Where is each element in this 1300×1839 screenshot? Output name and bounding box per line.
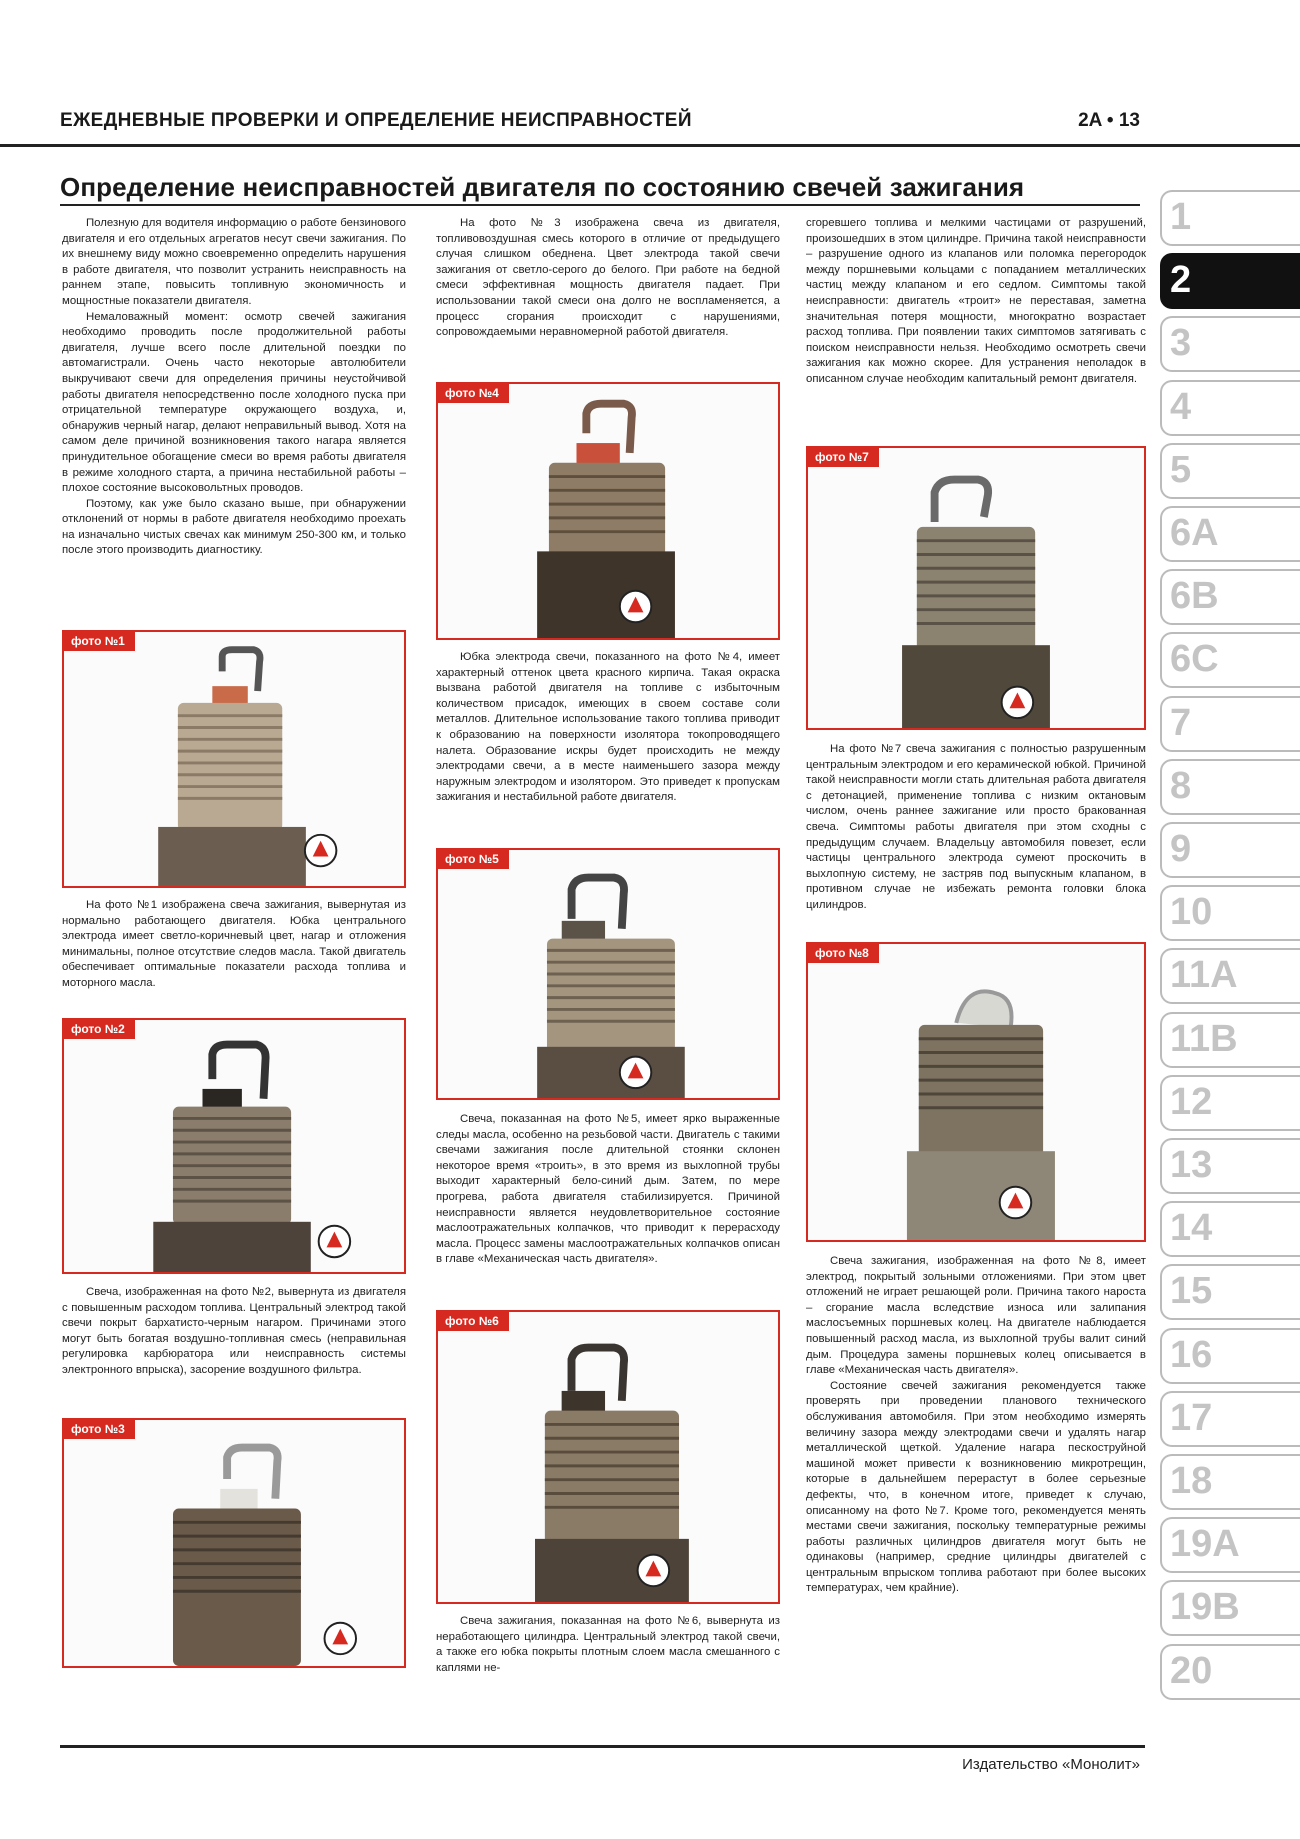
tab-chapter-14[interactable]: [1160, 1201, 1300, 1257]
tab-chapter-3[interactable]: [1160, 316, 1300, 372]
header-title: ЕЖЕДНЕВНЫЕ ПРОВЕРКИ И ОПРЕДЕЛЕНИЕ НЕИСПРАВНОСТЕЙ: [60, 110, 692, 131]
tab-chapter-8[interactable]: [1160, 759, 1300, 815]
header-divider: [0, 144, 1300, 147]
tab-chapter-11b[interactable]: [1160, 1012, 1300, 1068]
photo-label: фото №3: [64, 1420, 135, 1439]
paragraph: сгоревшего топлива и мелкими частицами от разрушений, произошедших в этом цилиндре. Причина такой неисправности – разрушение одного из клапанов или поломка перегородок между поршневыми кольцами с попаданием металлических частиц между клапаном и его седлом. Симптомы такой неисправности: двигатель «троит» не переставая, заметна значительная потеря мощности, многократно возрастает расход топлива. При появлении таких симптомов затягивать с поиском неисправности нельзя. Необходимо осмотреть свечи зажигания как можно скорее. Для устранения неполадок в описанном случае необходим капитальный ремонт двигателя.: [806, 217, 1146, 385]
tab-chapter-6c[interactable]: [1160, 632, 1300, 688]
photo-label: фото №6: [438, 1312, 509, 1331]
tab-chapter-16[interactable]: [1160, 1328, 1300, 1384]
caption-photo-4: [436, 650, 780, 806]
photo-1: [62, 630, 406, 888]
paragraph: На фото №1 изображена свеча зажигания, вывернутая из нормально работающего двигателя. Юбка центрального электрода имеет светло-коричневый цвет, нагар и отложения минимальны, полное отсутствие следов масла. Такой двигатель обеспечивает оптимальные показатели расхода топлива и моторного масла.: [62, 899, 406, 989]
tab-label: 6A: [1170, 512, 1219, 554]
tab-chapter-13[interactable]: [1160, 1138, 1300, 1194]
spark-plug-image: [438, 850, 778, 1098]
tab-chapter-20[interactable]: [1160, 1644, 1300, 1700]
tab-chapter-6a[interactable]: [1160, 506, 1300, 562]
paragraph: Немаловажный момент: осмотр свечей зажигания необходимо проводить после продолжительной работы двигателя, лучше всего после длительной поездки по автомагистрали. Очень часто некоторые автолюбители выкручивают свечи для определения причины неустойчивой работы двигателя непосредственно после холодного пуска при отрицательной температуре окружающего воздуха, и, обнаружив черный нагар, делают неправильный вывод. Хотя на самом деле причиной возникновения такого нагара является принудительное обогащение смеси во время работы двигателя в режиме холодного старта, а причина нестабильной работы – плохое состояние высоковольтных проводов.: [62, 310, 406, 495]
photo-label: фото №8: [808, 944, 879, 963]
tab-label: 14: [1170, 1207, 1213, 1250]
tab-label: 8: [1170, 764, 1192, 807]
tab-label: 4: [1170, 385, 1192, 428]
photo-3: [62, 1418, 406, 1668]
photo-2: [62, 1018, 406, 1274]
tab-label: 19A: [1170, 1523, 1240, 1566]
tab-chapter-10[interactable]: [1160, 885, 1300, 941]
paragraph: Юбка электрода свечи, показанного на фото №4, имеет характерный оттенок цвета красного кирпича. Такая окраска вызвана работой двигателя на топливе с избыточным количеством присадок, имеющих в своем составе соли металлов. Длительное использование такого топлива приводит к образованию на поверхности изолятора токопроводящего налета. Образование искры будет происходить не между электродами свечи, а в месте наименьшего зазора между наружным электродом и изолятором. Это приведет к пропускам зажигания и нестабильной работе двигателя.: [436, 651, 780, 804]
tab-label: 7: [1170, 701, 1192, 744]
paragraph: На фото №7 свеча зажигания с полностью разрушенным центральным электродом и его керамической юбкой. Причиной такой неисправности могли стать длительная работа двигателя с детонацией, применение топлива с низким октановым числом, очень раннее зажигание или просто бракованная свеча. Симптомы работы двигателя при этом сходны с предыдущим случаем. Владельцу автомобиля повезет, если частицы центрального электрода сумеют проскочить в выхлопную систему, не застряв под выпускным клапаном, в противном случае не избежать ремонта головки блока цилиндров.: [806, 743, 1146, 911]
caption-photo-6: [436, 1614, 780, 1676]
paragraph: Свеча зажигания, показанная на фото №6, вывернута из неработающего цилиндра. Центральный электрод такой свечи, а также его юбка покрыты плотным слоем масла смешанного с каплями не-: [436, 1615, 780, 1674]
tab-label: 9: [1170, 828, 1192, 870]
paragraph: Состояние свечей зажигания рекомендуется также проверять при проведении планового технического обслуживания автомобиля. При этом необходимо измерять величину зазора между электродами свечи и удалять нагар металлической щеткой. Удаление нагара пескоструйной машиной может привести к возникновению микротрещин, которые в дальнейшем перерастут в более серьезные дефекты, что, в конечном итоге, приведет к случаю, описанному на фото №7. Кроме того, рекомендуется менять местами свечи зажигания, поскольку температурные режимы работы различных цилиндров двигателя могут быть не одинаковы (например, средние цилиндры двигателей с центральным впрыском топлива работают при более высоких температурах, чем крайние).: [806, 1379, 1146, 1595]
tab-label: 20: [1170, 1649, 1213, 1692]
tab-label: 11A: [1170, 954, 1238, 997]
photo-label: фото №5: [438, 850, 509, 869]
paragraph: Свеча, показанная на фото №5, имеет ярко выраженные следы масла, особенно на резьбовой части. Двигатель с такими свечами зажигания после длительной стоянки склонен некоторое время «троить», в это время из выхлопной трубы выходит характерный бело-синий дым. Затем, по мере прогрева, работа двигателя стабилизируется. Причиной неисправности является неудовлетворительное состояние маслоотражательных колпачков, что приводит к перерасходу масла. Процесс замены маслоотражательных колпачков описан в главе «Механическая часть двигателя».: [436, 1113, 780, 1266]
paragraph: Поэтому, как уже было сказано выше, при обнаружении отклонений от нормы в работе двигателя необходимо проехать на изначально чистых свечах как минимум 250-300 км, и только после этого производить диагностику.: [62, 497, 406, 557]
column-2-intro: [436, 216, 780, 341]
photo-6: [436, 1310, 780, 1604]
section-divider: [60, 204, 1140, 206]
tab-label: 16: [1170, 1333, 1213, 1376]
caption-photo-7: [806, 742, 1146, 914]
tab-chapter-1[interactable]: [1160, 190, 1300, 246]
tab-chapter-7[interactable]: [1160, 696, 1300, 752]
photo-label: фото №1: [64, 632, 135, 651]
caption-photo-8: [806, 1254, 1146, 1597]
paragraph: Свеча, изображенная на фото №2, вывернута из двигателя с повышенным расходом топлива. Центральный электрод такой свечи покрыт бархатисто-черным нагаром. Причинами этого могут быть богатая воздушно-топливная смесь (неправильная регулировка карбюратора или неисправность системы электронного впрыска), засорение воздушного фильтра.: [62, 1286, 406, 1376]
column-3-intro: [806, 216, 1146, 388]
caption-photo-1: [62, 898, 406, 992]
tab-chapter-18[interactable]: [1160, 1454, 1300, 1510]
tab-chapter-9[interactable]: [1160, 822, 1300, 878]
paragraph: На фото №3 изображена свеча из двигателя, топливовоздушная смесь которого в отличие от предыдущего случая слишком обеднена. Цвет электрода такой свечи зажигания от светло-серого до белого. При работе на бедной смеси эффективная мощность двигателя падает. При использовании такой смеси она долго не воспламеняется, а процесс сгорания происходит с нарушениями, сопровождаемыми неравномерной работой двигателя.: [436, 217, 780, 339]
tab-label: 2: [1170, 259, 1192, 302]
paragraph: Полезную для водителя информацию о работе бензинового двигателя и его отдельных агрегатов несут свечи зажигания. По их внешнему виду можно своевременно определить нарушения в работе двигателя, что позволит устранить неисправность на раннем этапе, повысить топливную экономичность и мощностные показатели двигателя.: [62, 217, 406, 307]
spark-plug-image: [64, 1420, 404, 1666]
caption-photo-5: [436, 1112, 780, 1268]
publisher-name: Издательство «Монолит»: [962, 1756, 1140, 1773]
spark-plug-image: [64, 1020, 404, 1272]
caption-photo-2: [62, 1285, 406, 1379]
tab-chapter-19b[interactable]: [1160, 1580, 1300, 1636]
spark-plug-image: [808, 944, 1144, 1240]
tab-chapter-15[interactable]: [1160, 1264, 1300, 1320]
page-number: 2A • 13: [1078, 110, 1140, 131]
photo-5: [436, 848, 780, 1100]
tab-chapter-2[interactable]: [1160, 253, 1300, 309]
tab-label: 6B: [1170, 575, 1219, 618]
photo-label: фото №4: [438, 384, 509, 403]
footer-divider: [60, 1745, 1145, 1748]
section-title: Определение неисправностей двигателя по состоянию свечей зажигания: [60, 172, 1025, 202]
column-1-intro: [62, 216, 406, 559]
tab-label: 17: [1170, 1396, 1213, 1439]
photo-4: [436, 382, 780, 640]
tab-label: 19B: [1170, 1586, 1240, 1629]
spark-plug-image: [808, 448, 1144, 728]
tab-chapter-6b[interactable]: [1160, 569, 1300, 625]
tab-label: 10: [1170, 891, 1213, 934]
photo-label: фото №2: [64, 1020, 135, 1039]
tab-label: 5: [1170, 448, 1192, 491]
tab-label: 12: [1170, 1080, 1213, 1123]
tab-chapter-5[interactable]: [1160, 443, 1300, 499]
tab-label: 6C: [1170, 638, 1219, 681]
tab-label: 1: [1170, 196, 1192, 238]
tab-label: 11B: [1170, 1017, 1238, 1060]
photo-8: [806, 942, 1146, 1242]
photo-7: [806, 446, 1146, 730]
tab-label: 18: [1170, 1460, 1213, 1502]
tab-chapter-17[interactable]: [1160, 1391, 1300, 1447]
tab-label: 13: [1170, 1144, 1213, 1186]
tab-label: 3: [1170, 322, 1192, 365]
running-header: [60, 110, 1140, 134]
spark-plug-image: [438, 1312, 778, 1602]
tab-chapter-19a[interactable]: [1160, 1517, 1300, 1573]
tab-label: 15: [1170, 1270, 1213, 1313]
spark-plug-image: [64, 632, 404, 886]
tab-chapter-11a[interactable]: [1160, 948, 1300, 1004]
tab-chapter-4[interactable]: [1160, 380, 1300, 436]
spark-plug-image: [438, 384, 778, 638]
paragraph: Свеча зажигания, изображенная на фото №8, имеет электрод, покрытый зольными отложениями. При этом цвет отложений не играет решающей роли. Причина такого нароста – сгорание масла вследствие износа или залипания маслосъемных поршневых колец. На двигателе наблюдается повышенный расход масла, из выхлопной трубы валит синий дым. Процедура замены поршневых колец описывается в главе «Механическая часть двигателя».: [806, 1255, 1146, 1377]
tab-chapter-12[interactable]: [1160, 1075, 1300, 1131]
photo-label: фото №7: [808, 448, 879, 467]
